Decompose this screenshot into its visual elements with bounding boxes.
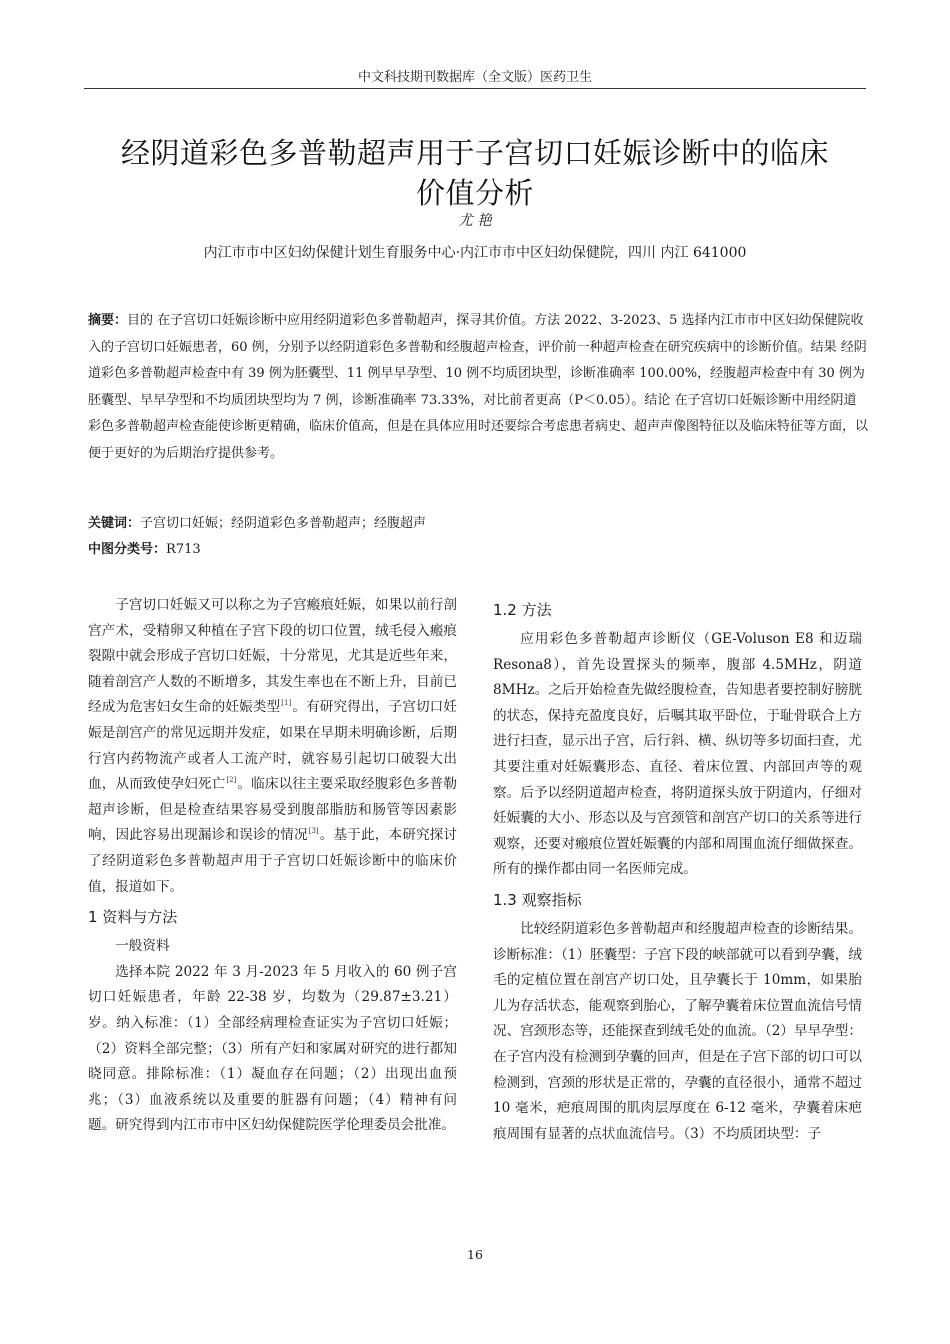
abstract-label: 摘要： [88,313,128,328]
section-heading-1: 1 资料与方法 [88,908,178,927]
abstract [88,308,868,467]
citation-ref-1: [1] [281,699,292,708]
section-heading-1-2: 1.2 方法 [493,601,552,619]
classification-number [88,540,868,560]
section-heading-1-3: 1.3 观察指标 [493,890,582,909]
page-number: 16 [467,1247,483,1262]
methods-paragraph: 应用彩色多普勒超声诊断仪（GE-Voluson E8 和迈瑞 Resona8），首先设置探头的频率，腹部 4.5MHz，阴道 8MHz。之后开始检查先做经腹检查，告知患者要控制好膀胱的状态，保持充盈度良好，后嘱其取平卧位，于耻骨联合上方进行扫查，显示出子宫，后行斜、横、纵切等多切面扫查，尤其要注重对妊娠囊形态、直径、着床位置、内部回声等的观察。后予以经阴道超声检查，将阴道探头放于阴道内，仔细对妊娠囊的大小、形态以及与宫颈管和剖宫产切口的关系等进行观察，还要对瘢痕位置妊娠囊的内部和周围血流仔细做探查。所有的操作都由同一名医师完成。 [493,631,862,878]
affiliation: 内江市市中区妇幼保健计划生育服务中心·内江市市中区妇幼保健院，四川 内江 641000 [203,245,747,261]
keywords-text: 子宫切口妊娠；经阴道彩色多普勒超声；经腹超声 [140,516,427,531]
journal-header: 中文科技期刊数据库（全文版）医药卫生 [357,70,592,85]
title-line-1: 经阴道彩色多普勒超声用于子宫切口妊娠诊断中的临床 [120,136,829,171]
citation-ref-2: [2] [226,776,237,785]
classification-label: 中图分类号： [88,542,167,557]
general-info-paragraph: 选择本院 2022 年 3 月-2023 年 5 月收入的 60 例子宫切口妊娠患者，年龄 22-38 岁，均数为（29.87±3.21）岁。纳入标准：（1）全部经病理检查证实为子宫切口妊娠；（2）资料全部完整；（3）所有产妇和家属对研究的进行都知晓同意。排除标准：（1）凝血存在问题；（2）出现出血预兆；（3）血液系统以及重要的脏器有问题；（4）精神有问题。研究得到内江市市中区妇幼保健院医学伦理委员会批准。 [88,963,457,1134]
right-column [493,593,862,1147]
classification-text: R713 [166,542,201,557]
author: 尤 艳 [458,213,492,229]
paper-title [60,133,890,213]
observation-paragraph: 比较经阴道彩色多普勒超声和经腹超声检查的诊断结果。诊断标准：（1）胚囊型：子宫下段的峡部就可以看到孕囊，绒毛的定植位置在剖宫产切口处，且孕囊长于 10mm，如果胎儿为存活状态，能观察到胎心，了解孕囊着床位置血流信号情况、宫颈形态等，还能探查到绒毛处的血流。（2）早早孕型：在子宫内没有检测到孕囊的回声，但是在子宫下部的切口可以检测到，宫颈的形状是正常的，孕囊的直径很小，通常不超过 10 毫米，疤痕周围的肌肉层厚度在 6-12 毫米，孕囊着床疤痕周围有显著的点状血流信号。（3）不均质团块型：子 [493,920,862,1142]
header-divider [84,88,866,89]
abstract-text: 目的 在子宫切口妊娠诊断中应用经阴道彩色多普勒超声，探寻其价值。方法 2022、3-2023、5 选择内江市市中区妇幼保健院收入的子宫切口妊娠患者，60 例，分别予以经阴道彩色多普勒和经腹超声检查，评价前一种超声检查在研究疾病中的诊断价值。结果 经阴道彩色多普勒超声检查中有 39 例为胚囊型、11 例早早孕型、10 例不均质团块型，诊断准确率 100.00%，经腹超声检查中有 30 例为胚囊型、早早孕型和不均质团块型均为 7 例，诊断准确率 73.33%，对比前者更高（P＜0.05）。结论 在子宫切口妊娠诊断中用经阴道彩色多普勒超声检查能使诊断更精确，临床价值高，但是在具体应用时还要综合考虑患者病史、超声声像图特征以及临床特征等方面，以便于更好的为后期治疗提供参考。 [88,313,869,461]
keywords-label: 关键词： [88,516,141,531]
title-line-2: 价值分析 [415,176,534,211]
subsection-general-info: 一般资料 [115,938,170,955]
keywords [88,514,868,534]
left-column [88,593,457,1139]
intro-paragraph: 子宫切口妊娠又可以称之为子宫瘢痕妊娠，如果以前行剖宫产术，受精卵又种植在子宫下段的切口位置，绒毛侵入瘢痕裂隙中就会形成子宫切口妊娠，十分常见，尤其是近些年来，随着剖宫产人数的不断增多，其发生率也在不断上升，目前已经成为危害妇女生命的妊娠类型[1]。有研究得出，子宫切口妊娠是剖宫产的常见远期并发症，如果在早期未明确诊断，后期行宫内药物流产或者人工流产时，就容易引起切口破裂大出血，从而致使孕妇死亡[2]。临床以往主要采取经腹彩色多普勒超声诊断，但是检查结果容易受到腹部脂肪和肠管等因素影响，因此容易出现漏诊和误诊的情况[3]。基于此，本研究探讨了经阴道彩色多普勒超声用于子宫切口妊娠诊断中的临床价值，报道如下。 [88,597,458,895]
citation-ref-3: [3] [308,827,319,836]
